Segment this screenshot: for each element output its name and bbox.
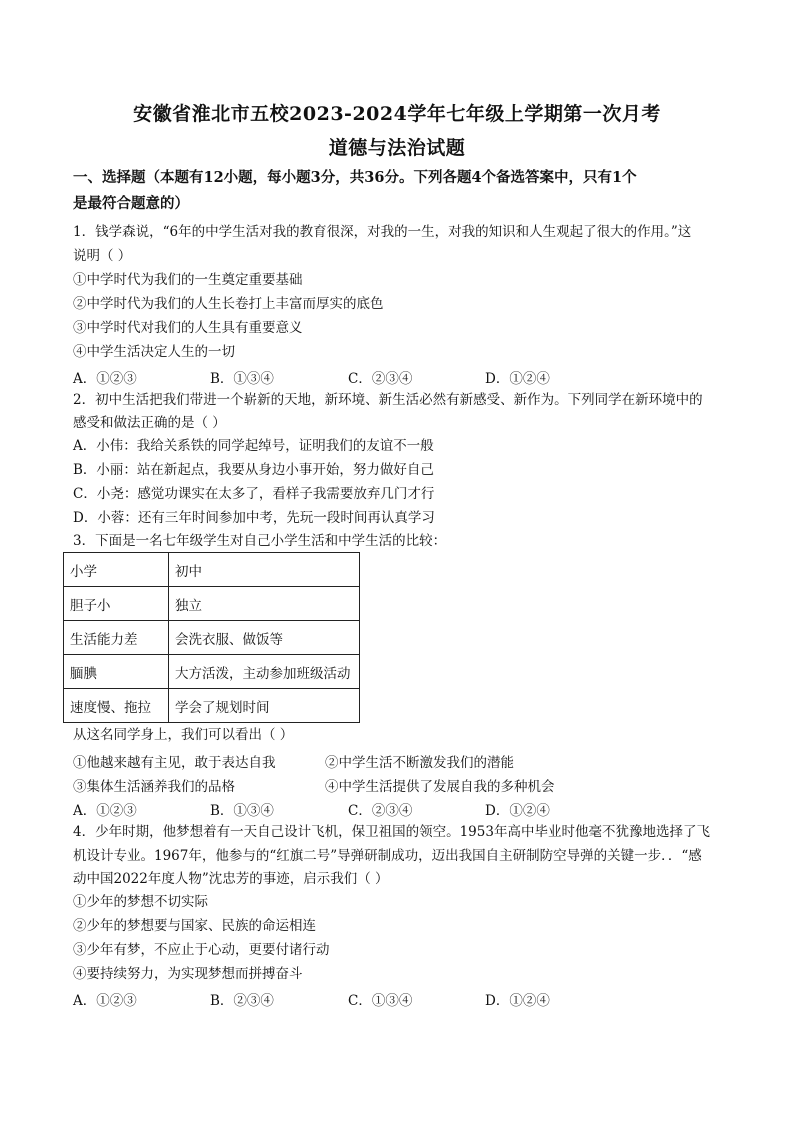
q3-item: ①他越来越有主见，敢于表达自我 xyxy=(73,755,276,771)
table-row xyxy=(64,621,360,655)
q4-option-d[interactable]: D．①②④ xyxy=(485,993,550,1009)
table-cell: 初中 xyxy=(169,553,360,587)
table-cell: 学会了规划时间 xyxy=(169,689,360,723)
q4-stem-cont2: 动中国2022年度人物”沈忠芳的事迹，启示我们（ ） xyxy=(73,871,389,887)
table-cell: 会洗衣服、做饭等 xyxy=(169,621,360,655)
q1-item: ②中学时代为我们的人生长卷打上丰富而厚实的底色 xyxy=(73,296,384,312)
q1-option-c[interactable]: C．②③④ xyxy=(348,371,413,387)
section-heading-cont: 是最符合题意的） xyxy=(73,195,189,212)
q4-option-a[interactable]: A．①②③ xyxy=(73,993,137,1009)
q3-question: 从这名同学身上，我们可以看出（ ） xyxy=(73,727,294,743)
q4-option-c[interactable]: C．①③④ xyxy=(348,993,413,1009)
q1-option-a[interactable]: A．①②③ xyxy=(73,371,137,387)
table-cell: 生活能力差 xyxy=(64,621,169,655)
q1-stem-cont: 说明（ ） xyxy=(73,248,132,264)
q2-choice-b[interactable]: B．小丽：站在新起点，我要从身边小事开始，努力做好自己 xyxy=(73,462,434,478)
q2-choice-c[interactable]: C．小尧：感觉功课实在太多了，看样子我需要放弃几门才行 xyxy=(73,486,435,502)
q3-option-c[interactable]: C．②③④ xyxy=(348,803,413,819)
table-cell: 胆子小 xyxy=(64,587,169,621)
q3-item: ②中学生活不断激发我们的潜能 xyxy=(325,755,514,771)
q3-stem: 3．下面是一名七年级学生对自己小学生活和中学生活的比较： xyxy=(73,533,447,549)
q3-item: ④中学生活提供了发展自我的多种机会 xyxy=(325,779,555,795)
q4-item: ④要持续努力，为实现梦想而拼搏奋斗 xyxy=(73,966,303,982)
q2-stem: 2．初中生活把我们带进一个崭新的天地，新环境、新生活必然有新感受、新作为。下列同学在新环境中的 xyxy=(73,392,703,408)
q4-option-b[interactable]: B．②③④ xyxy=(210,993,274,1009)
q1-option-b[interactable]: B．①③④ xyxy=(210,371,274,387)
q4-item: ③少年有梦，不应止于心动，更要付诸行动 xyxy=(73,942,330,958)
table-cell: 小学 xyxy=(64,553,169,587)
exam-subtitle: 道德与法治试题 xyxy=(328,137,466,159)
q2-choice-a[interactable]: A．小伟：我给关系铁的同学起绰号，证明我们的友谊不一般 xyxy=(73,438,434,454)
exam-title: 安徽省淮北市五校2023-2024学年七年级上学期第一次月考 xyxy=(133,103,661,125)
q1-item: ③中学时代对我们的人生具有重要意义 xyxy=(73,320,303,336)
table-row xyxy=(64,689,360,723)
table-row xyxy=(64,587,360,621)
section-heading: 一、选择题（本题有12小题，每小题3分，共36分。下列各题4个备选答案中，只有1个 xyxy=(73,169,637,186)
q3-option-a[interactable]: A．①②③ xyxy=(73,803,137,819)
q4-item: ①少年的梦想不切实际 xyxy=(73,894,208,910)
table-cell: 大方活泼，主动参加班级活动 xyxy=(169,655,360,689)
q4-stem-cont: 机设计专业。1967年，他参与的“红旗二号”导弹研制成功，迈出我国自主研制防空导弹的关键一步．．“感 xyxy=(73,848,702,864)
q2-stem-cont: 感受和做法正确的是（ ） xyxy=(73,415,226,431)
q3-item: ③集体生活涵养我们的品格 xyxy=(73,779,235,795)
q3-option-b[interactable]: B．①③④ xyxy=(210,803,274,819)
table-row xyxy=(64,553,360,587)
comparison-table xyxy=(63,552,360,723)
q1-item: ④中学生活决定人生的一切 xyxy=(73,344,235,360)
table-cell: 速度慢、拖拉 xyxy=(64,689,169,723)
q1-stem: 1．钱学森说，“6年的中学生活对我的教育很深，对我的一生，对我的知识和人生观起了很大的作用。”这 xyxy=(73,224,692,240)
q1-option-d[interactable]: D．①②④ xyxy=(485,371,550,387)
table-cell: 独立 xyxy=(169,587,360,621)
q1-item: ①中学时代为我们的一生奠定重要基础 xyxy=(73,272,303,288)
table-cell: 腼腆 xyxy=(64,655,169,689)
q2-choice-d[interactable]: D．小蓉：还有三年时间参加中考，先玩一段时间再认真学习 xyxy=(73,510,435,526)
q3-option-d[interactable]: D．①②④ xyxy=(485,803,550,819)
q4-stem: 4．少年时期，他梦想着有一天自己设计飞机，保卫祖国的领空。1953年高中毕业时他毫不犹豫地选择了飞 xyxy=(73,824,710,840)
table-row xyxy=(64,655,360,689)
q4-item: ②少年的梦想要与国家、民族的命运相连 xyxy=(73,918,316,934)
